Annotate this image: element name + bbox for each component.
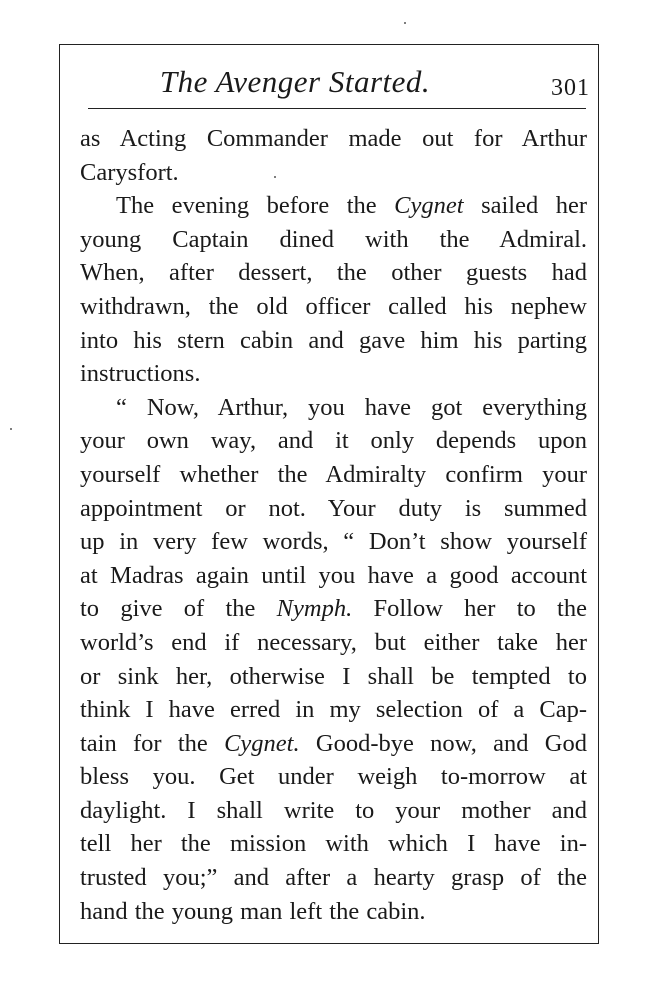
text-line: When, after dessert, the other guests had xyxy=(80,259,587,287)
text-line: tell her the mission with which I have in- xyxy=(80,830,587,858)
ship-name: Nymph. xyxy=(276,595,353,623)
print-speck xyxy=(10,428,12,430)
text-line: bless you. Get under weigh to-morrow at xyxy=(80,763,587,791)
text-line: into his stern cabin and gave him his parting xyxy=(80,326,587,354)
text-line: world’s end if necessary, but either take her xyxy=(80,628,587,656)
text-line: at Madras again until you have a good account xyxy=(80,561,587,589)
text-line: daylight. I shall write to your mother and xyxy=(80,796,587,824)
text-line: tain for the Cygnet. Good-bye now, and God xyxy=(80,729,587,757)
text-line: instructions. xyxy=(80,360,201,388)
running-title: The Avenger Started. xyxy=(159,64,431,99)
text-line: trusted you;” and after a hearty grasp of the xyxy=(80,864,587,892)
text-line: to give of the Nymph. Follow her to the xyxy=(80,595,587,623)
text-line: your own way, and it only depends upon xyxy=(80,427,587,455)
page-number: 301 xyxy=(551,75,590,101)
text-line: yourself whether the Admiralty confirm your xyxy=(80,460,587,488)
text-line: hand the young man left the cabin. xyxy=(80,897,426,925)
header-rule xyxy=(88,108,586,109)
print-speck xyxy=(404,22,406,24)
text-line: The evening before the Cygnet sailed her xyxy=(116,192,587,220)
text-line: Carysfort. xyxy=(80,158,179,186)
text-line: “ Now, Arthur, you have got everything xyxy=(116,393,587,421)
text-line: appointment or not. Your duty is summed xyxy=(80,494,587,522)
text-line: think I have erred in my selection of a Cap- xyxy=(80,696,587,724)
text-line: young Captain dined with the Admiral. xyxy=(80,225,587,253)
text-line: withdrawn, the old officer called his nephew xyxy=(80,292,587,320)
running-header xyxy=(60,60,600,106)
ship-name: Cygnet xyxy=(394,192,464,220)
text-line: or sink her, otherwise I shall be tempted to xyxy=(80,662,587,690)
text-line: up in very few words, “ Don’t show yourself xyxy=(80,528,587,556)
body-text xyxy=(80,122,587,928)
text-line: as Acting Commander made out for Arthur xyxy=(80,125,587,152)
ship-name: Cygnet. xyxy=(224,729,300,757)
